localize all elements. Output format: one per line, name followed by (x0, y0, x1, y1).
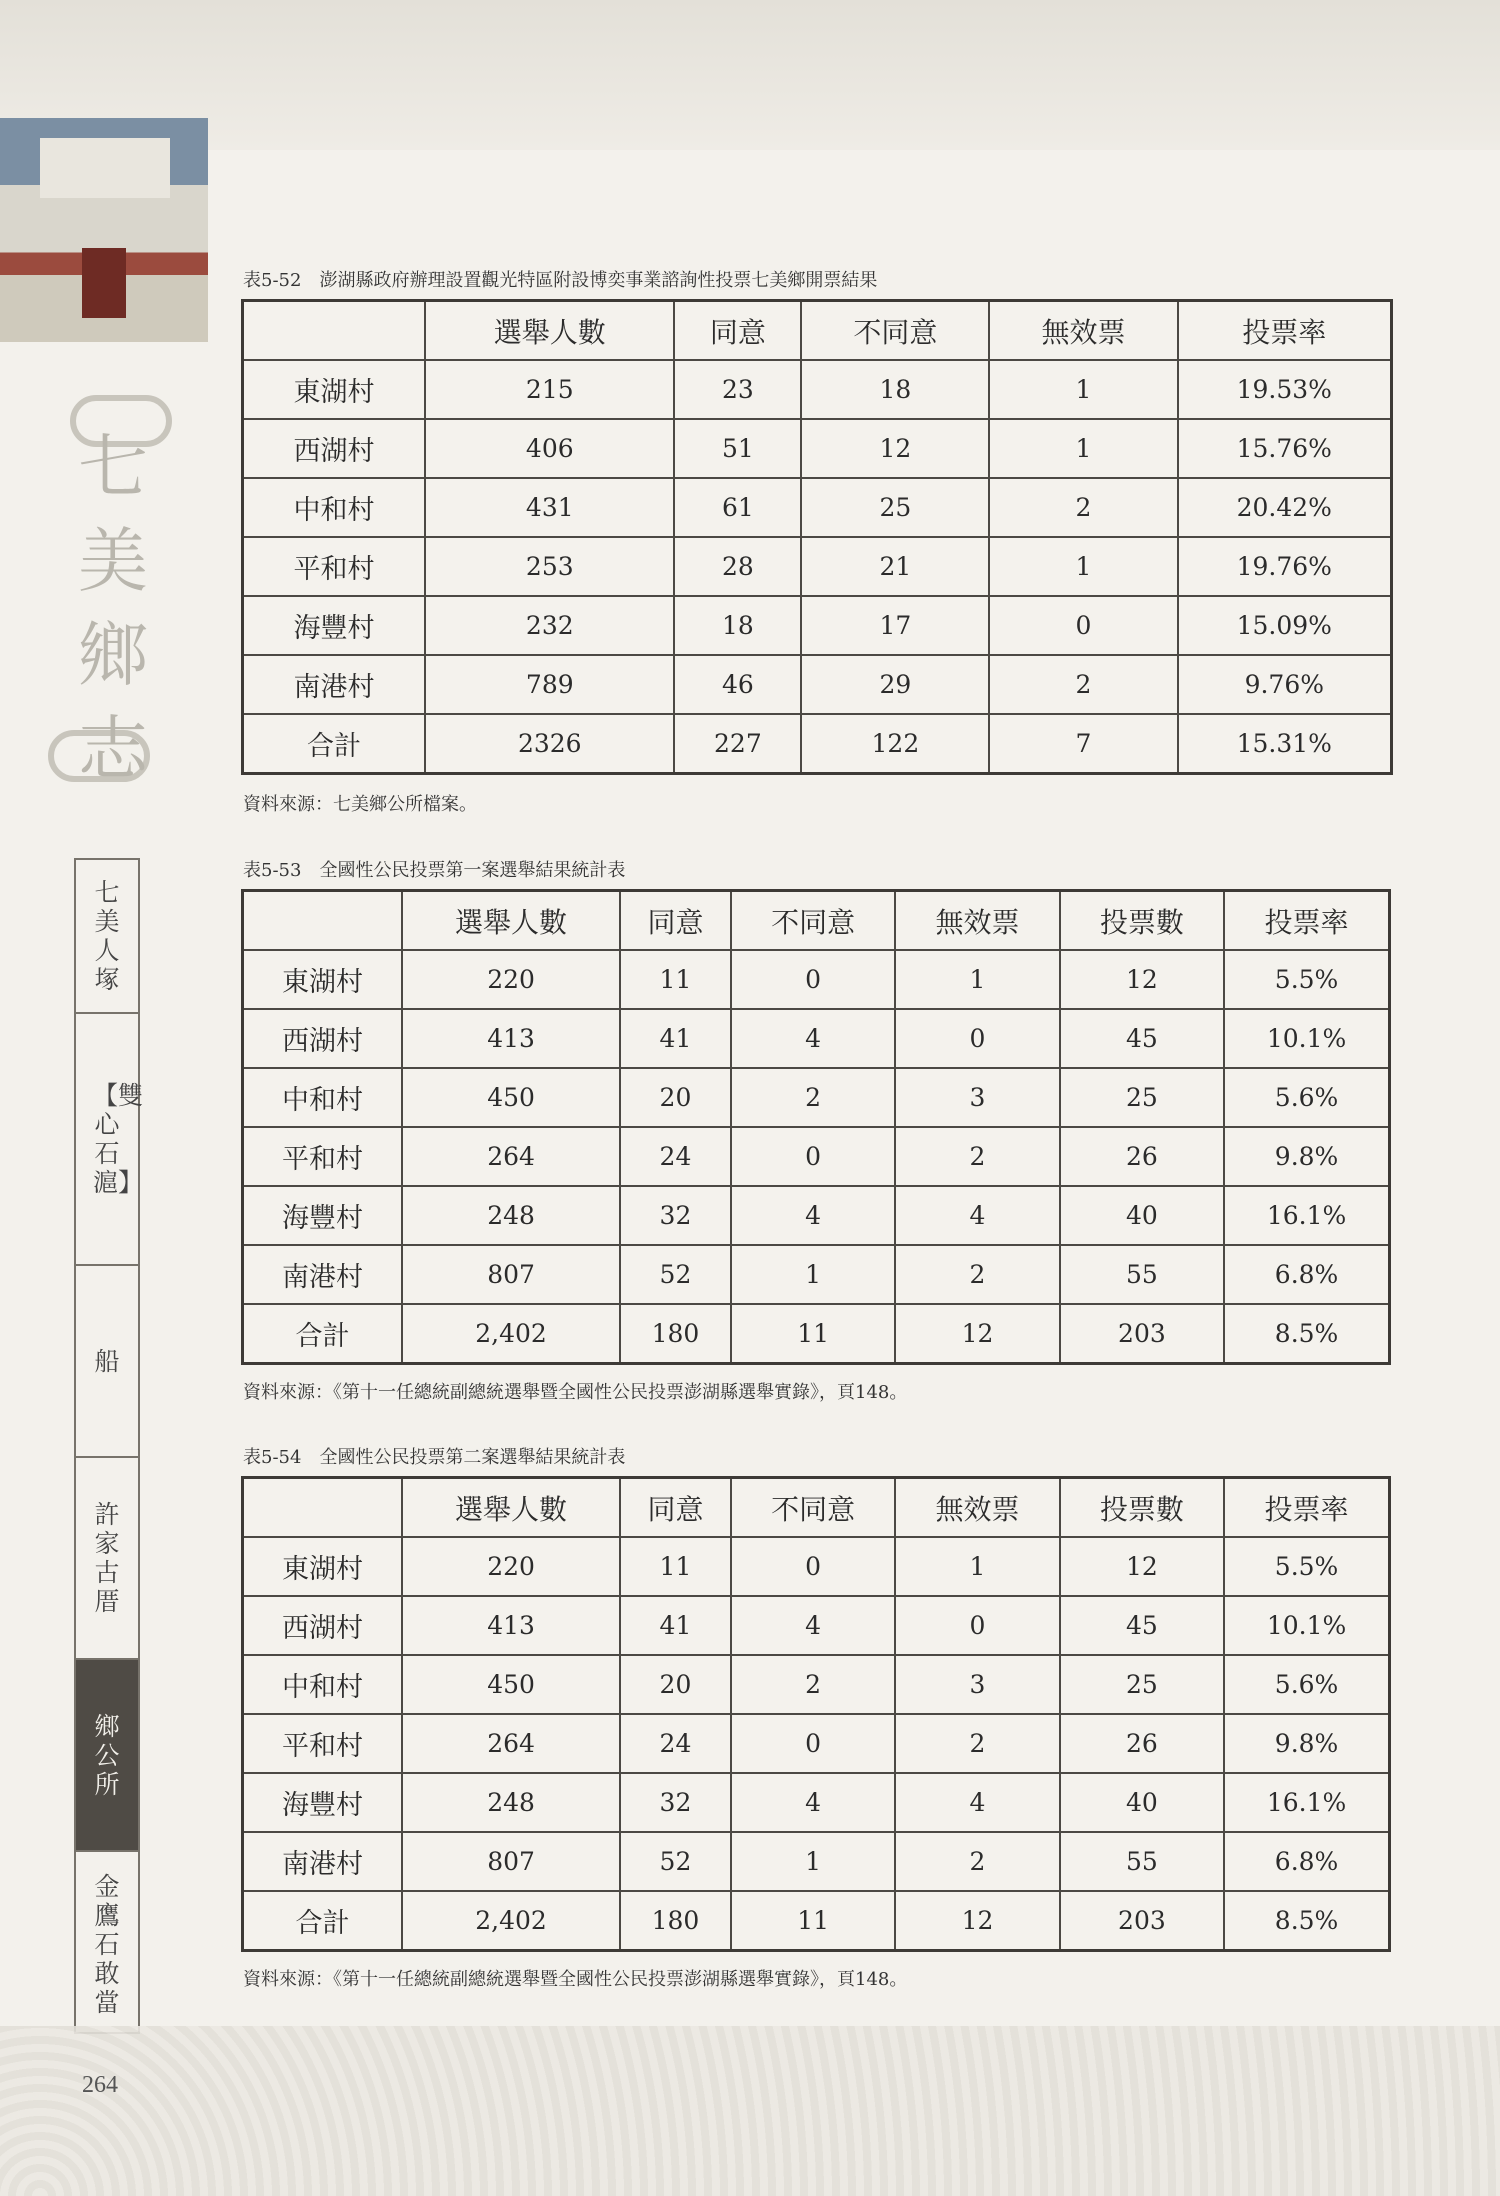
book-title-char: 美 (78, 520, 148, 602)
data-cell: 0 (895, 1009, 1059, 1068)
data-cell: 19.53% (1178, 360, 1392, 419)
data-cell: 450 (402, 1655, 620, 1714)
header-cell: 投票率 (1224, 891, 1389, 951)
data-cell: 11 (731, 1891, 895, 1951)
table-row (243, 360, 1392, 419)
data-cell: 12 (1060, 1537, 1224, 1596)
data-cell: 16.1% (1224, 1773, 1389, 1832)
table-row (243, 478, 1392, 537)
village-cell: 合計 (243, 1891, 403, 1951)
data-cell: 11 (731, 1304, 895, 1364)
data-cell: 264 (402, 1714, 620, 1773)
table-row (243, 1009, 1390, 1068)
data-cell: 264 (402, 1127, 620, 1186)
data-cell: 0 (731, 950, 895, 1009)
data-cell: 220 (402, 1537, 620, 1596)
data-cell: 6.8% (1224, 1245, 1389, 1304)
data-cell: 15.76% (1178, 419, 1392, 478)
table-row (243, 655, 1392, 714)
village-cell: 南港村 (243, 655, 426, 714)
data-cell: 450 (402, 1068, 620, 1127)
data-cell: 24 (620, 1714, 731, 1773)
data-cell: 1 (895, 1537, 1059, 1596)
data-cell: 2326 (425, 714, 674, 774)
header-cell: 無效票 (895, 891, 1059, 951)
data-cell: 1 (731, 1245, 895, 1304)
data-cell: 23 (674, 360, 801, 419)
data-cell: 55 (1060, 1832, 1224, 1891)
header-cell: 投票數 (1060, 891, 1224, 951)
data-cell: 248 (402, 1186, 620, 1245)
data-cell: 11 (620, 1537, 731, 1596)
village-cell: 合計 (243, 714, 426, 774)
decorative-cloud-header (0, 0, 1500, 150)
data-cell: 203 (1060, 1304, 1224, 1364)
data-cell: 2,402 (402, 1304, 620, 1364)
nav-item-eagle-stone: 金鷹石敢當 (94, 1871, 120, 2017)
table-row (243, 1832, 1390, 1891)
data-cell: 8.5% (1224, 1891, 1389, 1951)
data-cell: 2 (895, 1832, 1059, 1891)
header-cell: 不同意 (731, 891, 895, 951)
data-cell: 180 (620, 1304, 731, 1364)
data-cell: 15.31% (1178, 714, 1392, 774)
data-cell: 232 (425, 596, 674, 655)
data-cell: 25 (801, 478, 989, 537)
data-cell: 52 (620, 1245, 731, 1304)
table-row (243, 419, 1392, 478)
table-header-row (243, 1478, 1390, 1538)
data-cell: 215 (425, 360, 674, 419)
data-cell: 2 (731, 1068, 895, 1127)
data-cell: 4 (731, 1596, 895, 1655)
data-cell: 15.09% (1178, 596, 1392, 655)
village-cell: 平和村 (243, 537, 426, 596)
data-cell: 807 (402, 1245, 620, 1304)
data-cell: 45 (1060, 1596, 1224, 1655)
data-cell: 4 (731, 1773, 895, 1832)
book-title-vertical (78, 420, 148, 796)
table-caption: 表5-53 全國性公民投票第一案選舉結果統計表 (243, 860, 626, 881)
village-cell: 東湖村 (243, 950, 403, 1009)
data-cell: 24 (620, 1127, 731, 1186)
data-cell: 203 (1060, 1891, 1224, 1951)
data-cell: 10.1% (1224, 1009, 1389, 1068)
data-cell: 789 (425, 655, 674, 714)
table-source-note: 資料來源：七美鄉公所檔案。 (243, 794, 477, 815)
book-title-char: 七 (78, 426, 148, 508)
village-cell: 西湖村 (243, 419, 426, 478)
data-cell: 55 (1060, 1245, 1224, 1304)
data-cell: 25 (1060, 1655, 1224, 1714)
data-cell: 28 (674, 537, 801, 596)
data-cell: 3 (895, 1655, 1059, 1714)
data-cell: 4 (731, 1009, 895, 1068)
data-cell: 17 (801, 596, 989, 655)
data-cell: 253 (425, 537, 674, 596)
data-cell: 1 (989, 537, 1177, 596)
table-row (243, 596, 1392, 655)
table-row (243, 1596, 1390, 1655)
header-cell (243, 301, 426, 361)
village-cell: 南港村 (243, 1832, 403, 1891)
data-cell: 2,402 (402, 1891, 620, 1951)
data-cell: 12 (1060, 950, 1224, 1009)
header-cell: 無效票 (895, 1478, 1059, 1538)
nav-item-township-office: 鄉公所 (76, 1660, 138, 1852)
header-cell: 投票率 (1224, 1478, 1389, 1538)
data-cell: 9.8% (1224, 1714, 1389, 1773)
data-cell: 51 (674, 419, 801, 478)
table-row (243, 1245, 1390, 1304)
data-cell: 20.42% (1178, 478, 1392, 537)
table-5-53 (241, 889, 1391, 1365)
data-cell: 52 (620, 1832, 731, 1891)
nav-item-qimei-tomb: 七美人塚 (76, 860, 138, 1014)
data-cell: 12 (895, 1304, 1059, 1364)
data-cell: 0 (731, 1537, 895, 1596)
village-cell: 平和村 (243, 1714, 403, 1773)
data-cell: 1 (895, 950, 1059, 1009)
table-source-note: 資料來源：《第十一任總統副總統選舉暨全國性公民投票澎湖縣選舉實錄》，頁148。 (243, 1382, 908, 1403)
data-cell: 2 (895, 1714, 1059, 1773)
header-cell: 無效票 (989, 301, 1177, 361)
data-cell: 807 (402, 1832, 620, 1891)
header-cell: 同意 (620, 891, 731, 951)
data-cell: 45 (1060, 1009, 1224, 1068)
data-cell: 0 (989, 596, 1177, 655)
table-row (243, 537, 1392, 596)
data-cell: 9.76% (1178, 655, 1392, 714)
data-cell: 180 (620, 1891, 731, 1951)
table-caption: 表5-54 全國性公民投票第二案選舉結果統計表 (243, 1447, 626, 1468)
data-cell: 1 (989, 360, 1177, 419)
header-cell: 不同意 (731, 1478, 895, 1538)
table-row (243, 1127, 1390, 1186)
data-cell: 4 (895, 1186, 1059, 1245)
data-cell: 32 (620, 1773, 731, 1832)
page-number: 264 (82, 2072, 118, 2098)
header-cell (243, 891, 403, 951)
village-cell: 平和村 (243, 1127, 403, 1186)
data-cell: 41 (620, 1596, 731, 1655)
data-cell: 11 (620, 950, 731, 1009)
book-title-char: 志 (78, 708, 148, 790)
village-cell: 中和村 (243, 478, 426, 537)
data-cell: 18 (674, 596, 801, 655)
header-cell: 選舉人數 (425, 301, 674, 361)
data-cell: 19.76% (1178, 537, 1392, 596)
data-cell: 40 (1060, 1773, 1224, 1832)
data-cell: 4 (731, 1186, 895, 1245)
data-cell: 12 (895, 1891, 1059, 1951)
village-cell: 東湖村 (243, 360, 426, 419)
data-cell: 122 (801, 714, 989, 774)
data-cell: 1 (989, 419, 1177, 478)
village-cell: 中和村 (243, 1655, 403, 1714)
village-cell: 南港村 (243, 1245, 403, 1304)
data-cell: 10.1% (1224, 1596, 1389, 1655)
data-cell: 220 (402, 950, 620, 1009)
chapter-side-nav (74, 858, 144, 2034)
table-row (243, 1714, 1390, 1773)
data-cell: 406 (425, 419, 674, 478)
data-cell: 5.5% (1224, 1537, 1389, 1596)
data-cell: 32 (620, 1186, 731, 1245)
data-cell: 5.6% (1224, 1068, 1389, 1127)
data-cell: 5.5% (1224, 950, 1389, 1009)
table-row (243, 1773, 1390, 1832)
header-cell: 選舉人數 (402, 891, 620, 951)
table-header-row (243, 301, 1392, 361)
village-cell: 海豐村 (243, 596, 426, 655)
table-total-row (243, 1891, 1390, 1951)
data-cell: 413 (402, 1009, 620, 1068)
data-cell: 5.6% (1224, 1655, 1389, 1714)
header-cell: 選舉人數 (402, 1478, 620, 1538)
village-cell: 合計 (243, 1304, 403, 1364)
table-source-note: 資料來源：《第十一任總統副總統選舉暨全國性公民投票澎湖縣選舉實錄》，頁148。 (243, 1969, 908, 1990)
data-cell: 29 (801, 655, 989, 714)
data-cell: 20 (620, 1655, 731, 1714)
photo-building (40, 138, 170, 198)
header-cell: 不同意 (801, 301, 989, 361)
header-cell: 同意 (620, 1478, 731, 1538)
nav-item-hsu-house: 許家古厝 (76, 1458, 138, 1660)
photo-entrance (82, 248, 126, 318)
book-title-char: 鄉 (78, 614, 148, 696)
data-cell: 21 (801, 537, 989, 596)
data-cell: 25 (1060, 1068, 1224, 1127)
data-cell: 2 (895, 1127, 1059, 1186)
data-cell: 16.1% (1224, 1186, 1389, 1245)
village-cell: 海豐村 (243, 1773, 403, 1832)
data-cell: 12 (801, 419, 989, 478)
data-cell: 413 (402, 1596, 620, 1655)
data-cell: 0 (731, 1127, 895, 1186)
data-cell: 2 (731, 1655, 895, 1714)
table-total-row (243, 714, 1392, 774)
village-cell: 中和村 (243, 1068, 403, 1127)
data-cell: 41 (620, 1009, 731, 1068)
data-cell: 2 (989, 655, 1177, 714)
data-cell: 1 (731, 1832, 895, 1891)
data-cell: 61 (674, 478, 801, 537)
data-cell: 9.8% (1224, 1127, 1389, 1186)
data-cell: 4 (895, 1773, 1059, 1832)
header-cell: 投票數 (1060, 1478, 1224, 1538)
table-row (243, 950, 1390, 1009)
data-cell: 26 (1060, 1714, 1224, 1773)
table-row (243, 1068, 1390, 1127)
data-cell: 6.8% (1224, 1832, 1389, 1891)
table-row (243, 1655, 1390, 1714)
header-cell: 投票率 (1178, 301, 1392, 361)
table-5-54 (241, 1476, 1391, 1952)
header-cell: 同意 (674, 301, 801, 361)
village-cell: 東湖村 (243, 1537, 403, 1596)
header-cell (243, 1478, 403, 1538)
data-cell: 227 (674, 714, 801, 774)
decorative-wave-footer (0, 2026, 1500, 2196)
data-cell: 8.5% (1224, 1304, 1389, 1364)
data-cell: 2 (989, 478, 1177, 537)
village-cell: 西湖村 (243, 1596, 403, 1655)
data-cell: 431 (425, 478, 674, 537)
nav-item-twin-hearts: 【雙心石滬】 (76, 1014, 138, 1266)
village-cell: 西湖村 (243, 1009, 403, 1068)
data-cell: 26 (1060, 1127, 1224, 1186)
village-cell: 海豐村 (243, 1186, 403, 1245)
data-cell: 0 (895, 1596, 1059, 1655)
data-cell: 40 (1060, 1186, 1224, 1245)
data-cell: 0 (731, 1714, 895, 1773)
data-cell: 20 (620, 1068, 731, 1127)
table-row (243, 1186, 1390, 1245)
data-cell: 248 (402, 1773, 620, 1832)
data-cell: 3 (895, 1068, 1059, 1127)
data-cell: 46 (674, 655, 801, 714)
table-5-52 (241, 299, 1393, 775)
township-office-photo (0, 118, 208, 342)
table-header-row (243, 891, 1390, 951)
data-cell: 18 (801, 360, 989, 419)
nav-item-boat: 船 (76, 1266, 138, 1458)
table-row (243, 1537, 1390, 1596)
data-cell: 7 (989, 714, 1177, 774)
table-total-row (243, 1304, 1390, 1364)
data-cell: 2 (895, 1245, 1059, 1304)
table-caption: 表5-52 澎湖縣政府辦理設置觀光特區附設博奕事業諮詢性投票七美鄉開票結果 (243, 270, 878, 291)
